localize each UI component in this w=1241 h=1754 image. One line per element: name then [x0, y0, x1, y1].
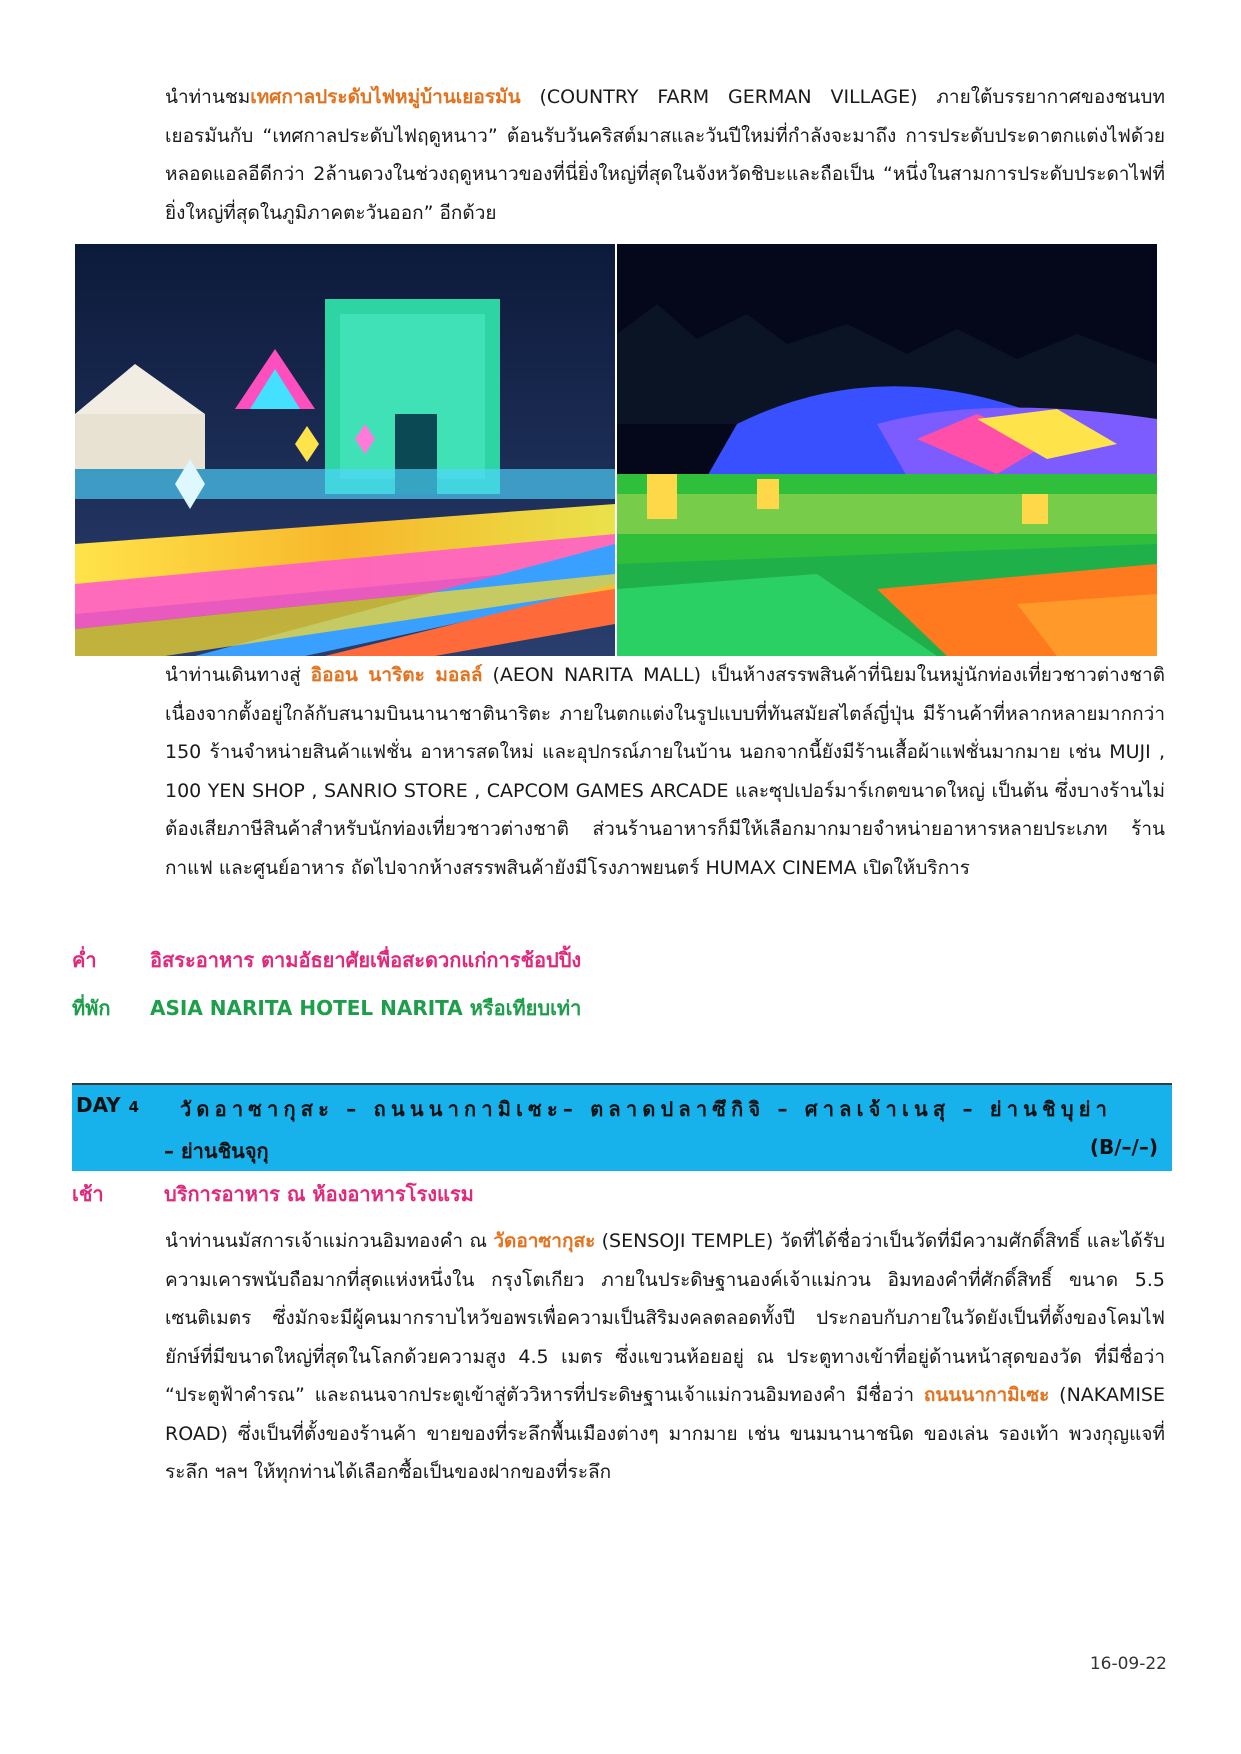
mall-lead: นำท่านเดินทางสู่ [165, 664, 311, 686]
hotel-label: ที่พัก [72, 996, 111, 1020]
day-number: 4 [128, 1098, 140, 1116]
intro-paragraph [165, 78, 1165, 232]
village-lights-photo-right [617, 244, 1157, 656]
temple-highlight-sensoji: วัดอาซากุสะ [493, 1230, 596, 1252]
day-tag [76, 1093, 139, 1117]
dinner-text: อิสระอาหาร ตามอัธยาศัยเพื่อสะดวกแก่การช้อปปิ้ง [150, 948, 582, 972]
breakfast-text: บริการอาหาร ณ ห้องอาหารโรงแรม [164, 1182, 474, 1206]
hotel-text: ASIA NARITA HOTEL NARITA หรือเทียบเท่า [150, 996, 582, 1020]
intro-lead: นำท่านชม [165, 86, 251, 108]
village-lights-photo-left [75, 244, 615, 656]
temple-rest: (NAKAMISE ROAD) ซึ่งเป็นที่ตั้งของร้านค้า ขายของที่ระลึกพื้นเมืองต่างๆ มากมาย เช่น ขนมนานาชนิด ของเล่น รองเท้า พวงกุญแจที่ระลึก ฯลฯ ให้ทุกท่านได้เลือกซื้อเป็นของฝากของที่ระลึก [165, 1384, 1165, 1483]
breakfast-label: เช้า [72, 1182, 104, 1206]
intro-highlight: เทศกาลประดับไฟหมู่บ้านเยอรมัน [250, 86, 521, 108]
day-label: DAY [76, 1093, 121, 1117]
mall-rest: (AEON NARITA MALL) เป็นห้างสรรพสินค้าที่นิยมในหมู่นักท่องเที่ยวชาวต่างชาติ เนื่องจากตั้งอยู่ใกล้กับสนามบินนานาชาตินาริตะ ภายในตกแต่งในรูปแบบที่ทันสมัยสไตล์ญี่ปุ่น มีร้านค้าที่หลากหลายมากกว่า 150 ร้านจำหน่ายสินค้าแฟชั่น อาหารสดใหม่ และอุปกรณ์ภายในบ้าน นอกจากนี้ยังมีร้านเสื้อผ้าแฟชั่นมากมาย เช่น MUJI , 100 YEN SHOP , SANRIO STORE , CAPCOM GAMES ARCADE และซุปเปอร์มาร์เกตขนาดใหญ่ เป็นต้น ซึ่งบางร้านไม่ต้องเสียภาษีสินค้าสำหรับนักท่องเที่ยวชาวต่างชาติ ส่วนร้านอาหารก็มีให้เลือกมากมายจำหน่ายอาหารหลายประเภท ร้านกาแฟ และศูนย์อาหาร ถัดไปจากห้างสรรพสินค้ายังมีโรงภาพยนตร์ HUMAX CINEMA เปิดให้บริการ [165, 664, 1165, 879]
intro-rest: (COUNTRY FARM GERMAN VILLAGE) ภายใต้บรรยากาศของชนบทเยอรมันกับ “เทศกาลประดับไฟฤดูหนาว” ต้อนรับวันคริสต์มาสและวันปีใหม่ที่กำลังจะมาถึง การประดับประดาตกแต่งไฟด้วยหลอดแอลอีดีกว่า 2ล้านดวงในช่วงฤดูหนาวของที่นี่ยิ่งใหญ่ที่สุดในจังหวัดชิบะและถือเป็น “หนึ่งในสามการประดับประดาไฟที่ยิ่งใหญ่ที่สุดในภูมิภาคตะวันออก” อีกด้วย [165, 86, 1165, 224]
temple-lead: นำท่านนมัสการเจ้าแม่กวนอิมทองคำ ณ [165, 1230, 494, 1252]
day-route-line1: วัดอาซากุสะ – ถนนนากามิเซะ– ตลาดปลาซึกิจิ – ศาลเจ้าเนสุ – ย่านชิบุย่า [180, 1097, 1113, 1121]
footer-date: 16-09-22 [1089, 1654, 1167, 1674]
mall-highlight: อิออน นาริตะ มอลล์ [310, 664, 483, 686]
temple-paragraph [165, 1222, 1165, 1492]
hotel-row [72, 992, 581, 1024]
temple-highlight-nakamise: ถนนนากามิเซะ [923, 1384, 1050, 1406]
day-header-bar [72, 1083, 1172, 1171]
breakfast-row [72, 1178, 474, 1210]
dinner-label: ค่ำ [72, 948, 97, 972]
day-route-line2: – ย่านชินจุกุ [164, 1139, 269, 1163]
mall-paragraph [165, 656, 1165, 887]
meal-code: (B/–/–) [1089, 1135, 1158, 1159]
dinner-row [72, 944, 581, 976]
temple-middle: (SENSOJI TEMPLE) วัดที่ได้ชื่อว่าเป็นวัดที่มีความศักดิ์สิทธิ์ และได้รับความเคารพนับถือมากที่สุดแห่งหนึ่งใน กรุงโตเกียว ภายในประดิษฐานองค์เจ้าแม่กวน อิมทองคำที่ศักดิ์สิทธิ์ ขนาด 5.5 เซนติเมตร ซึ่งมักจะมีผู้คนมากราบไหว้ขอพรเพื่อความเป็นสิริมงคลตลอดทั้งปี ประกอบกับภายในวัดยังเป็นที่ตั้งของโคมไฟยักษ์ที่มีขนาดใหญ่ที่สุดในโลกด้วยความสูง 4.5 เมตร ซึ่งแขวนห้อยอยู่ ณ ประตูทางเข้าที่อยู่ด้านหน้าสุดของวัด ที่มีชื่อว่า “ประตูฟ้าคำรณ” และถนนจากประตูเข้าสู่ตัววิหารที่ประดิษฐานเจ้าแม่กวนอิมทองคำ มีชื่อว่า [165, 1230, 1166, 1406]
